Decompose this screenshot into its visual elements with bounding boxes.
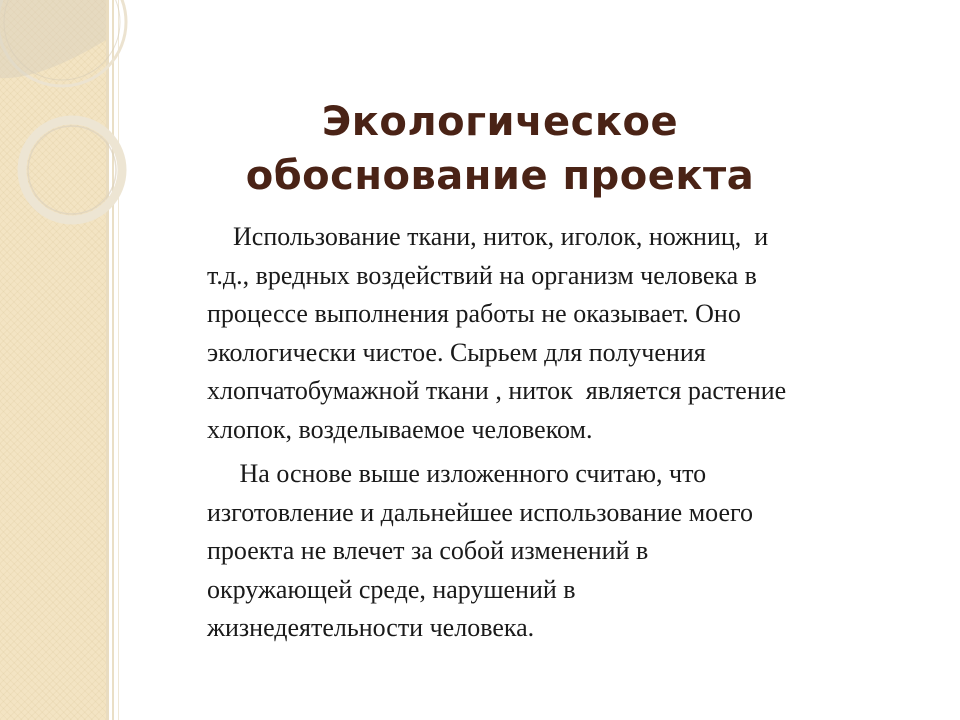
slide-body-text: [207, 218, 927, 648]
slide-title-line: Экологическое: [321, 98, 679, 145]
paragraph-line: экологически чистое. Сырьем для получения: [207, 337, 706, 367]
paragraph-line: хлопчатобумажной ткани , ниток является растение: [207, 376, 787, 405]
paragraph-line: т.д., вредных воздействий на организм человека в: [207, 260, 757, 290]
decorative-corner-shade: [0, 0, 106, 78]
slide-title: [190, 95, 810, 203]
paragraph-line: хлопок, возделываемое человеком.: [207, 414, 593, 444]
paragraph-line: изготовление и дальнейшее использование моего: [207, 497, 754, 527]
decorative-circles-graphic: [0, 0, 130, 260]
decorative-ring-middle: [22, 120, 122, 220]
decorative-ring-middle-inner: [28, 126, 116, 214]
paragraph-line: проекта не влечет за собой изменений в: [207, 536, 649, 565]
paragraph-line: жизнедеятельности человека.: [207, 613, 535, 642]
paragraph-conclusion: [207, 455, 927, 648]
paragraph-line: На основе выше изложенного считаю, что: [207, 459, 707, 488]
paragraph-line: процессе выполнения работы не оказывает. Оно: [207, 299, 741, 328]
paragraph-line: Использование ткани, ниток, иголок, ножниц, и: [207, 222, 769, 251]
paragraph-ecology: [207, 218, 927, 449]
paragraph-line: окружающей среде, нарушений в: [207, 574, 576, 604]
slide-title-line: обоснование проекта: [245, 152, 755, 199]
